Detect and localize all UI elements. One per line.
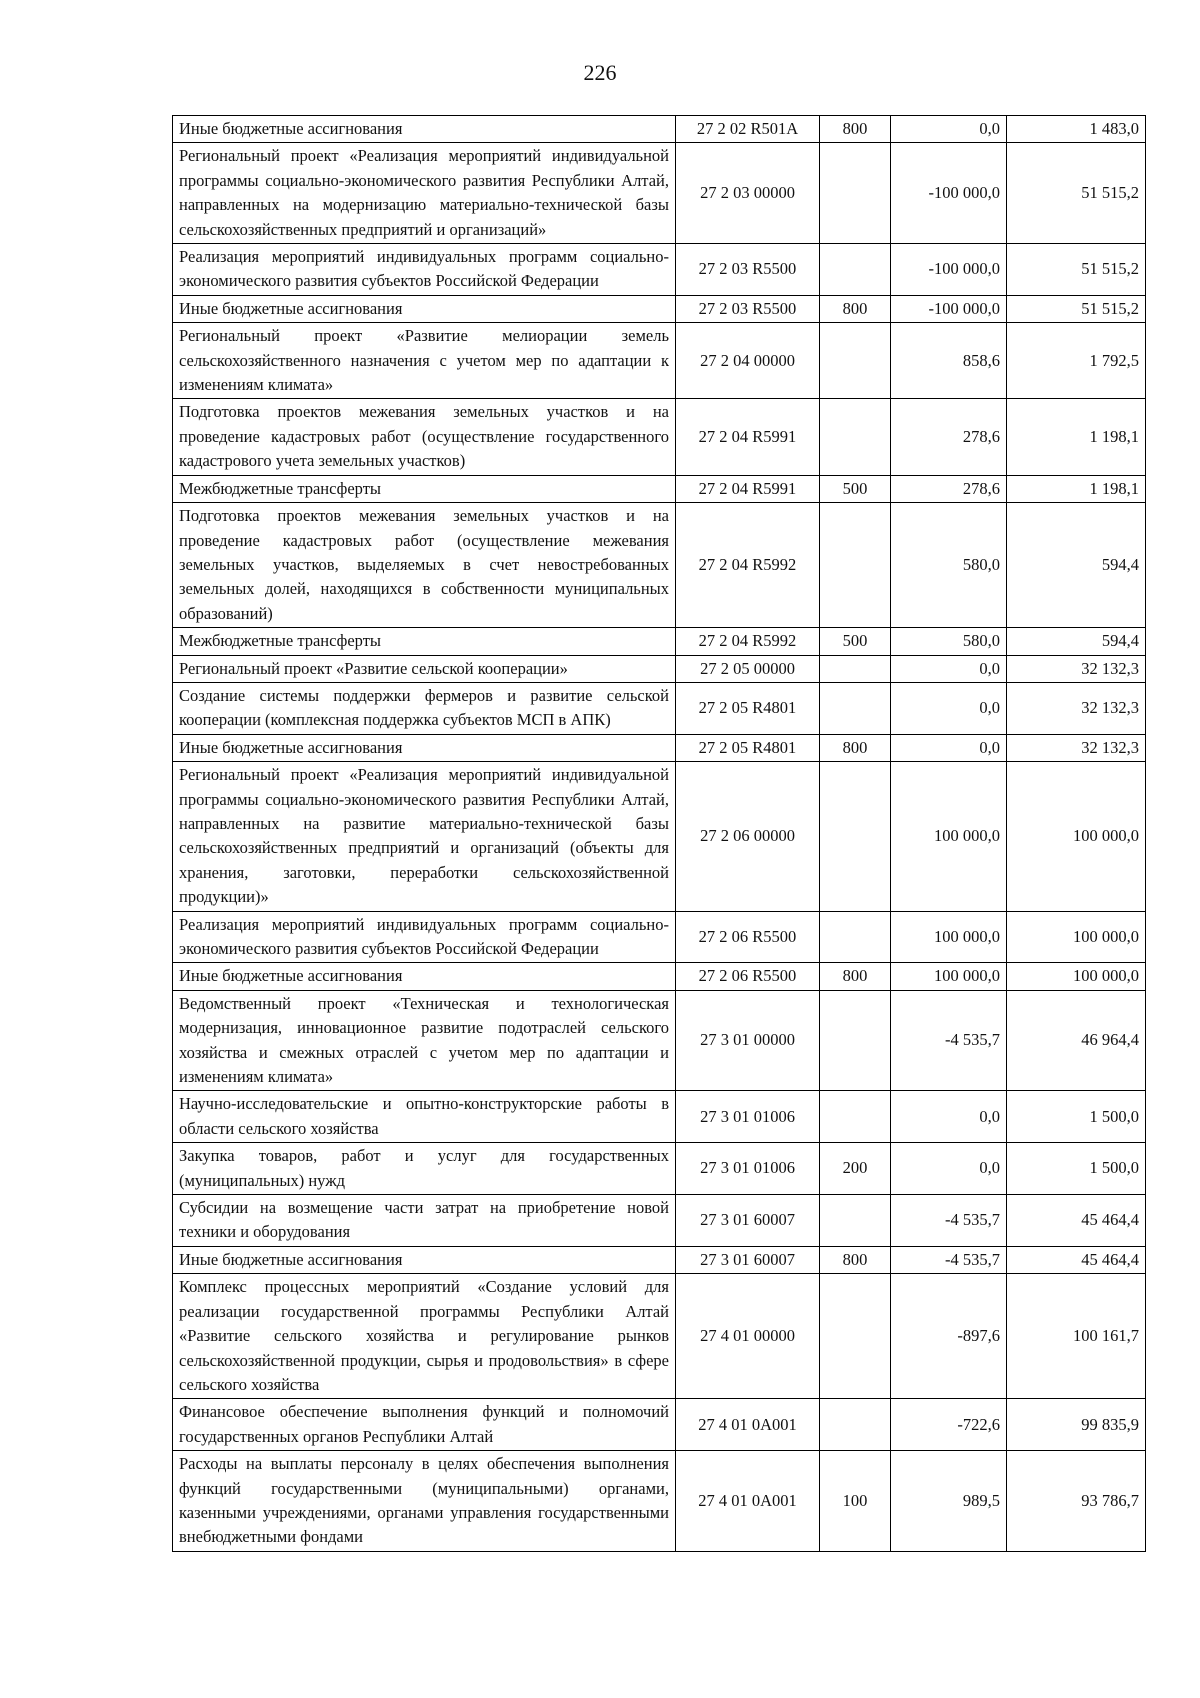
table-row: [173, 1195, 1146, 1247]
row-code-cell: 27 2 03 R5500: [676, 244, 820, 296]
row-expense-type-cell: [820, 1399, 891, 1451]
row-name-cell: Научно-исследовательские и опытно-конструкторские работы в области сельского хозяйства: [173, 1091, 676, 1143]
row-change-amount-cell: 580,0: [891, 628, 1007, 655]
row-change-amount-cell: -722,6: [891, 1399, 1007, 1451]
table-row: [173, 503, 1146, 628]
row-total-amount-cell: 93 786,7: [1007, 1451, 1146, 1552]
row-total-amount-cell: 51 515,2: [1007, 244, 1146, 296]
row-name-cell: Межбюджетные трансферты: [173, 475, 676, 502]
row-change-amount-cell: -100 000,0: [891, 143, 1007, 244]
row-expense-type-cell: [820, 399, 891, 475]
row-name-cell: Подготовка проектов межевания земельных участков и на проведение кадастровых работ (осуществление межевания земельных участков, выделяемых в счет невостребованных земельных долей, находящихся в собственности муниципальных образований): [173, 503, 676, 628]
row-expense-type-cell: 100: [820, 1451, 891, 1552]
row-expense-type-cell: [820, 1195, 891, 1247]
row-total-amount-cell: 51 515,2: [1007, 295, 1146, 322]
table-row: [173, 990, 1146, 1091]
row-name-cell: Субсидии на возмещение части затрат на приобретение новой техники и оборудования: [173, 1195, 676, 1247]
page-number: 226: [583, 60, 617, 85]
table-row: [173, 1399, 1146, 1451]
row-name-cell: Подготовка проектов межевания земельных участков и на проведение кадастровых работ (осуществление государственного кадастрового учета земельных участков): [173, 399, 676, 475]
row-total-amount-cell: 594,4: [1007, 628, 1146, 655]
row-name-cell: Межбюджетные трансферты: [173, 628, 676, 655]
table-row: [173, 143, 1146, 244]
table-row: [173, 734, 1146, 761]
row-code-cell: 27 2 03 00000: [676, 143, 820, 244]
row-code-cell: 27 4 01 0A001: [676, 1451, 820, 1552]
row-name-cell: Иные бюджетные ассигнования: [173, 116, 676, 143]
table-row: [173, 116, 1146, 143]
table-row: [173, 295, 1146, 322]
table-row: [173, 475, 1146, 502]
row-code-cell: 27 2 05 00000: [676, 655, 820, 682]
row-expense-type-cell: [820, 143, 891, 244]
row-name-cell: Финансовое обеспечение выполнения функций и полномочий государственных органов Республики Алтай: [173, 1399, 676, 1451]
row-change-amount-cell: -4 535,7: [891, 1246, 1007, 1273]
row-code-cell: 27 2 04 R5991: [676, 475, 820, 502]
row-total-amount-cell: 1 792,5: [1007, 323, 1146, 399]
row-expense-type-cell: [820, 244, 891, 296]
row-code-cell: 27 2 02 R501A: [676, 116, 820, 143]
row-name-cell: Расходы на выплаты персоналу в целях обеспечения выполнения функций государственными (муниципальными) органами, казенными учреждениями, органами управления государственными внебюджетными фондами: [173, 1451, 676, 1552]
row-code-cell: 27 2 05 R4801: [676, 734, 820, 761]
row-change-amount-cell: 100 000,0: [891, 963, 1007, 990]
row-code-cell: 27 2 03 R5500: [676, 295, 820, 322]
row-name-cell: Закупка товаров, работ и услуг для государственных (муниципальных) нужд: [173, 1143, 676, 1195]
row-change-amount-cell: -100 000,0: [891, 295, 1007, 322]
row-code-cell: 27 4 01 00000: [676, 1274, 820, 1399]
table-row: [173, 682, 1146, 734]
row-total-amount-cell: 1 500,0: [1007, 1143, 1146, 1195]
budget-table-body: [173, 116, 1146, 1552]
row-code-cell: 27 2 06 R5500: [676, 963, 820, 990]
row-total-amount-cell: 100 000,0: [1007, 762, 1146, 911]
row-expense-type-cell: [820, 1274, 891, 1399]
row-change-amount-cell: 0,0: [891, 1143, 1007, 1195]
row-expense-type-cell: [820, 323, 891, 399]
row-code-cell: 27 3 01 60007: [676, 1195, 820, 1247]
table-row: [173, 628, 1146, 655]
budget-table: [172, 115, 1146, 1552]
row-name-cell: Реализация мероприятий индивидуальных программ социально-экономического развития субъектов Российской Федерации: [173, 911, 676, 963]
row-code-cell: 27 4 01 0A001: [676, 1399, 820, 1451]
table-row: [173, 1143, 1146, 1195]
row-expense-type-cell: 800: [820, 734, 891, 761]
row-expense-type-cell: [820, 762, 891, 911]
row-change-amount-cell: 989,5: [891, 1451, 1007, 1552]
row-expense-type-cell: [820, 655, 891, 682]
row-expense-type-cell: 200: [820, 1143, 891, 1195]
row-total-amount-cell: 32 132,3: [1007, 655, 1146, 682]
table-row: [173, 911, 1146, 963]
row-change-amount-cell: 278,6: [891, 399, 1007, 475]
row-name-cell: Региональный проект «Реализация мероприятий индивидуальной программы социально-экономического развития Республики Алтай, направленных на развитие материально-технической базы сельскохозяйственных предприятий и организаций (объекты для хранения, заготовки, переработки сельскохозяйственной продукции)»: [173, 762, 676, 911]
row-change-amount-cell: -100 000,0: [891, 244, 1007, 296]
row-total-amount-cell: 1 483,0: [1007, 116, 1146, 143]
row-expense-type-cell: [820, 682, 891, 734]
row-change-amount-cell: 0,0: [891, 116, 1007, 143]
row-expense-type-cell: 800: [820, 1246, 891, 1273]
row-change-amount-cell: 858,6: [891, 323, 1007, 399]
row-expense-type-cell: [820, 911, 891, 963]
row-name-cell: Реализация мероприятий индивидуальных программ социально-экономического развития субъектов Российской Федерации: [173, 244, 676, 296]
table-row: [173, 323, 1146, 399]
row-total-amount-cell: 32 132,3: [1007, 682, 1146, 734]
row-code-cell: 27 2 04 R5992: [676, 503, 820, 628]
table-row: [173, 244, 1146, 296]
row-code-cell: 27 2 06 R5500: [676, 911, 820, 963]
row-name-cell: Региональный проект «Развитие сельской кооперации»: [173, 655, 676, 682]
row-name-cell: Иные бюджетные ассигнования: [173, 295, 676, 322]
row-change-amount-cell: 100 000,0: [891, 762, 1007, 911]
row-name-cell: Создание системы поддержки фермеров и развитие сельской кооперации (комплексная поддержка субъектов МСП в АПК): [173, 682, 676, 734]
row-name-cell: Ведомственный проект «Техническая и технологическая модернизация, инновационное развитие подотраслей сельского хозяйства и смежных отраслей с учетом мер по адаптации и изменениям климата»: [173, 990, 676, 1091]
row-change-amount-cell: 0,0: [891, 655, 1007, 682]
row-code-cell: 27 3 01 60007: [676, 1246, 820, 1273]
row-name-cell: Региональный проект «Реализация мероприятий индивидуальной программы социально-экономического развития Республики Алтай, направленных на модернизацию материально-технической базы сельскохозяйственных предприятий и организаций»: [173, 143, 676, 244]
row-expense-type-cell: [820, 503, 891, 628]
table-row: [173, 655, 1146, 682]
row-name-cell: Иные бюджетные ассигнования: [173, 1246, 676, 1273]
row-change-amount-cell: -4 535,7: [891, 1195, 1007, 1247]
row-total-amount-cell: 99 835,9: [1007, 1399, 1146, 1451]
row-total-amount-cell: 45 464,4: [1007, 1246, 1146, 1273]
table-row: [173, 963, 1146, 990]
table-row: [173, 1274, 1146, 1399]
row-name-cell: Иные бюджетные ассигнования: [173, 734, 676, 761]
row-total-amount-cell: 1 500,0: [1007, 1091, 1146, 1143]
row-change-amount-cell: 580,0: [891, 503, 1007, 628]
row-name-cell: Иные бюджетные ассигнования: [173, 963, 676, 990]
row-expense-type-cell: 500: [820, 475, 891, 502]
row-name-cell: Региональный проект «Развитие мелиорации земель сельскохозяйственного назначения с учетом мер по адаптации к изменениям климата»: [173, 323, 676, 399]
row-change-amount-cell: 100 000,0: [891, 911, 1007, 963]
row-code-cell: 27 2 04 00000: [676, 323, 820, 399]
row-expense-type-cell: 800: [820, 295, 891, 322]
row-expense-type-cell: 800: [820, 116, 891, 143]
table-row: [173, 1451, 1146, 1552]
row-expense-type-cell: 800: [820, 963, 891, 990]
row-expense-type-cell: [820, 1091, 891, 1143]
row-code-cell: 27 2 06 00000: [676, 762, 820, 911]
row-code-cell: 27 2 04 R5991: [676, 399, 820, 475]
table-row: [173, 1091, 1146, 1143]
row-total-amount-cell: 46 964,4: [1007, 990, 1146, 1091]
row-code-cell: 27 2 04 R5992: [676, 628, 820, 655]
row-change-amount-cell: 0,0: [891, 734, 1007, 761]
row-expense-type-cell: 500: [820, 628, 891, 655]
row-total-amount-cell: 594,4: [1007, 503, 1146, 628]
row-total-amount-cell: 100 000,0: [1007, 911, 1146, 963]
row-total-amount-cell: 51 515,2: [1007, 143, 1146, 244]
table-row: [173, 762, 1146, 911]
row-total-amount-cell: 32 132,3: [1007, 734, 1146, 761]
row-code-cell: 27 3 01 01006: [676, 1091, 820, 1143]
row-change-amount-cell: 0,0: [891, 682, 1007, 734]
table-row: [173, 399, 1146, 475]
row-total-amount-cell: 45 464,4: [1007, 1195, 1146, 1247]
row-code-cell: 27 3 01 01006: [676, 1143, 820, 1195]
row-code-cell: 27 3 01 00000: [676, 990, 820, 1091]
row-change-amount-cell: -897,6: [891, 1274, 1007, 1399]
table-row: [173, 1246, 1146, 1273]
row-total-amount-cell: 1 198,1: [1007, 475, 1146, 502]
row-expense-type-cell: [820, 990, 891, 1091]
row-name-cell: Комплекс процессных мероприятий «Создание условий для реализации государственной программы Республики Алтай «Развитие сельского хозяйства и регулирование рынков сельскохозяйственной продукции, сырья и продовольствия» в сфере сельского хозяйства: [173, 1274, 676, 1399]
row-code-cell: 27 2 05 R4801: [676, 682, 820, 734]
row-change-amount-cell: 0,0: [891, 1091, 1007, 1143]
row-change-amount-cell: 278,6: [891, 475, 1007, 502]
row-total-amount-cell: 100 000,0: [1007, 963, 1146, 990]
row-change-amount-cell: -4 535,7: [891, 990, 1007, 1091]
row-total-amount-cell: 100 161,7: [1007, 1274, 1146, 1399]
row-total-amount-cell: 1 198,1: [1007, 399, 1146, 475]
